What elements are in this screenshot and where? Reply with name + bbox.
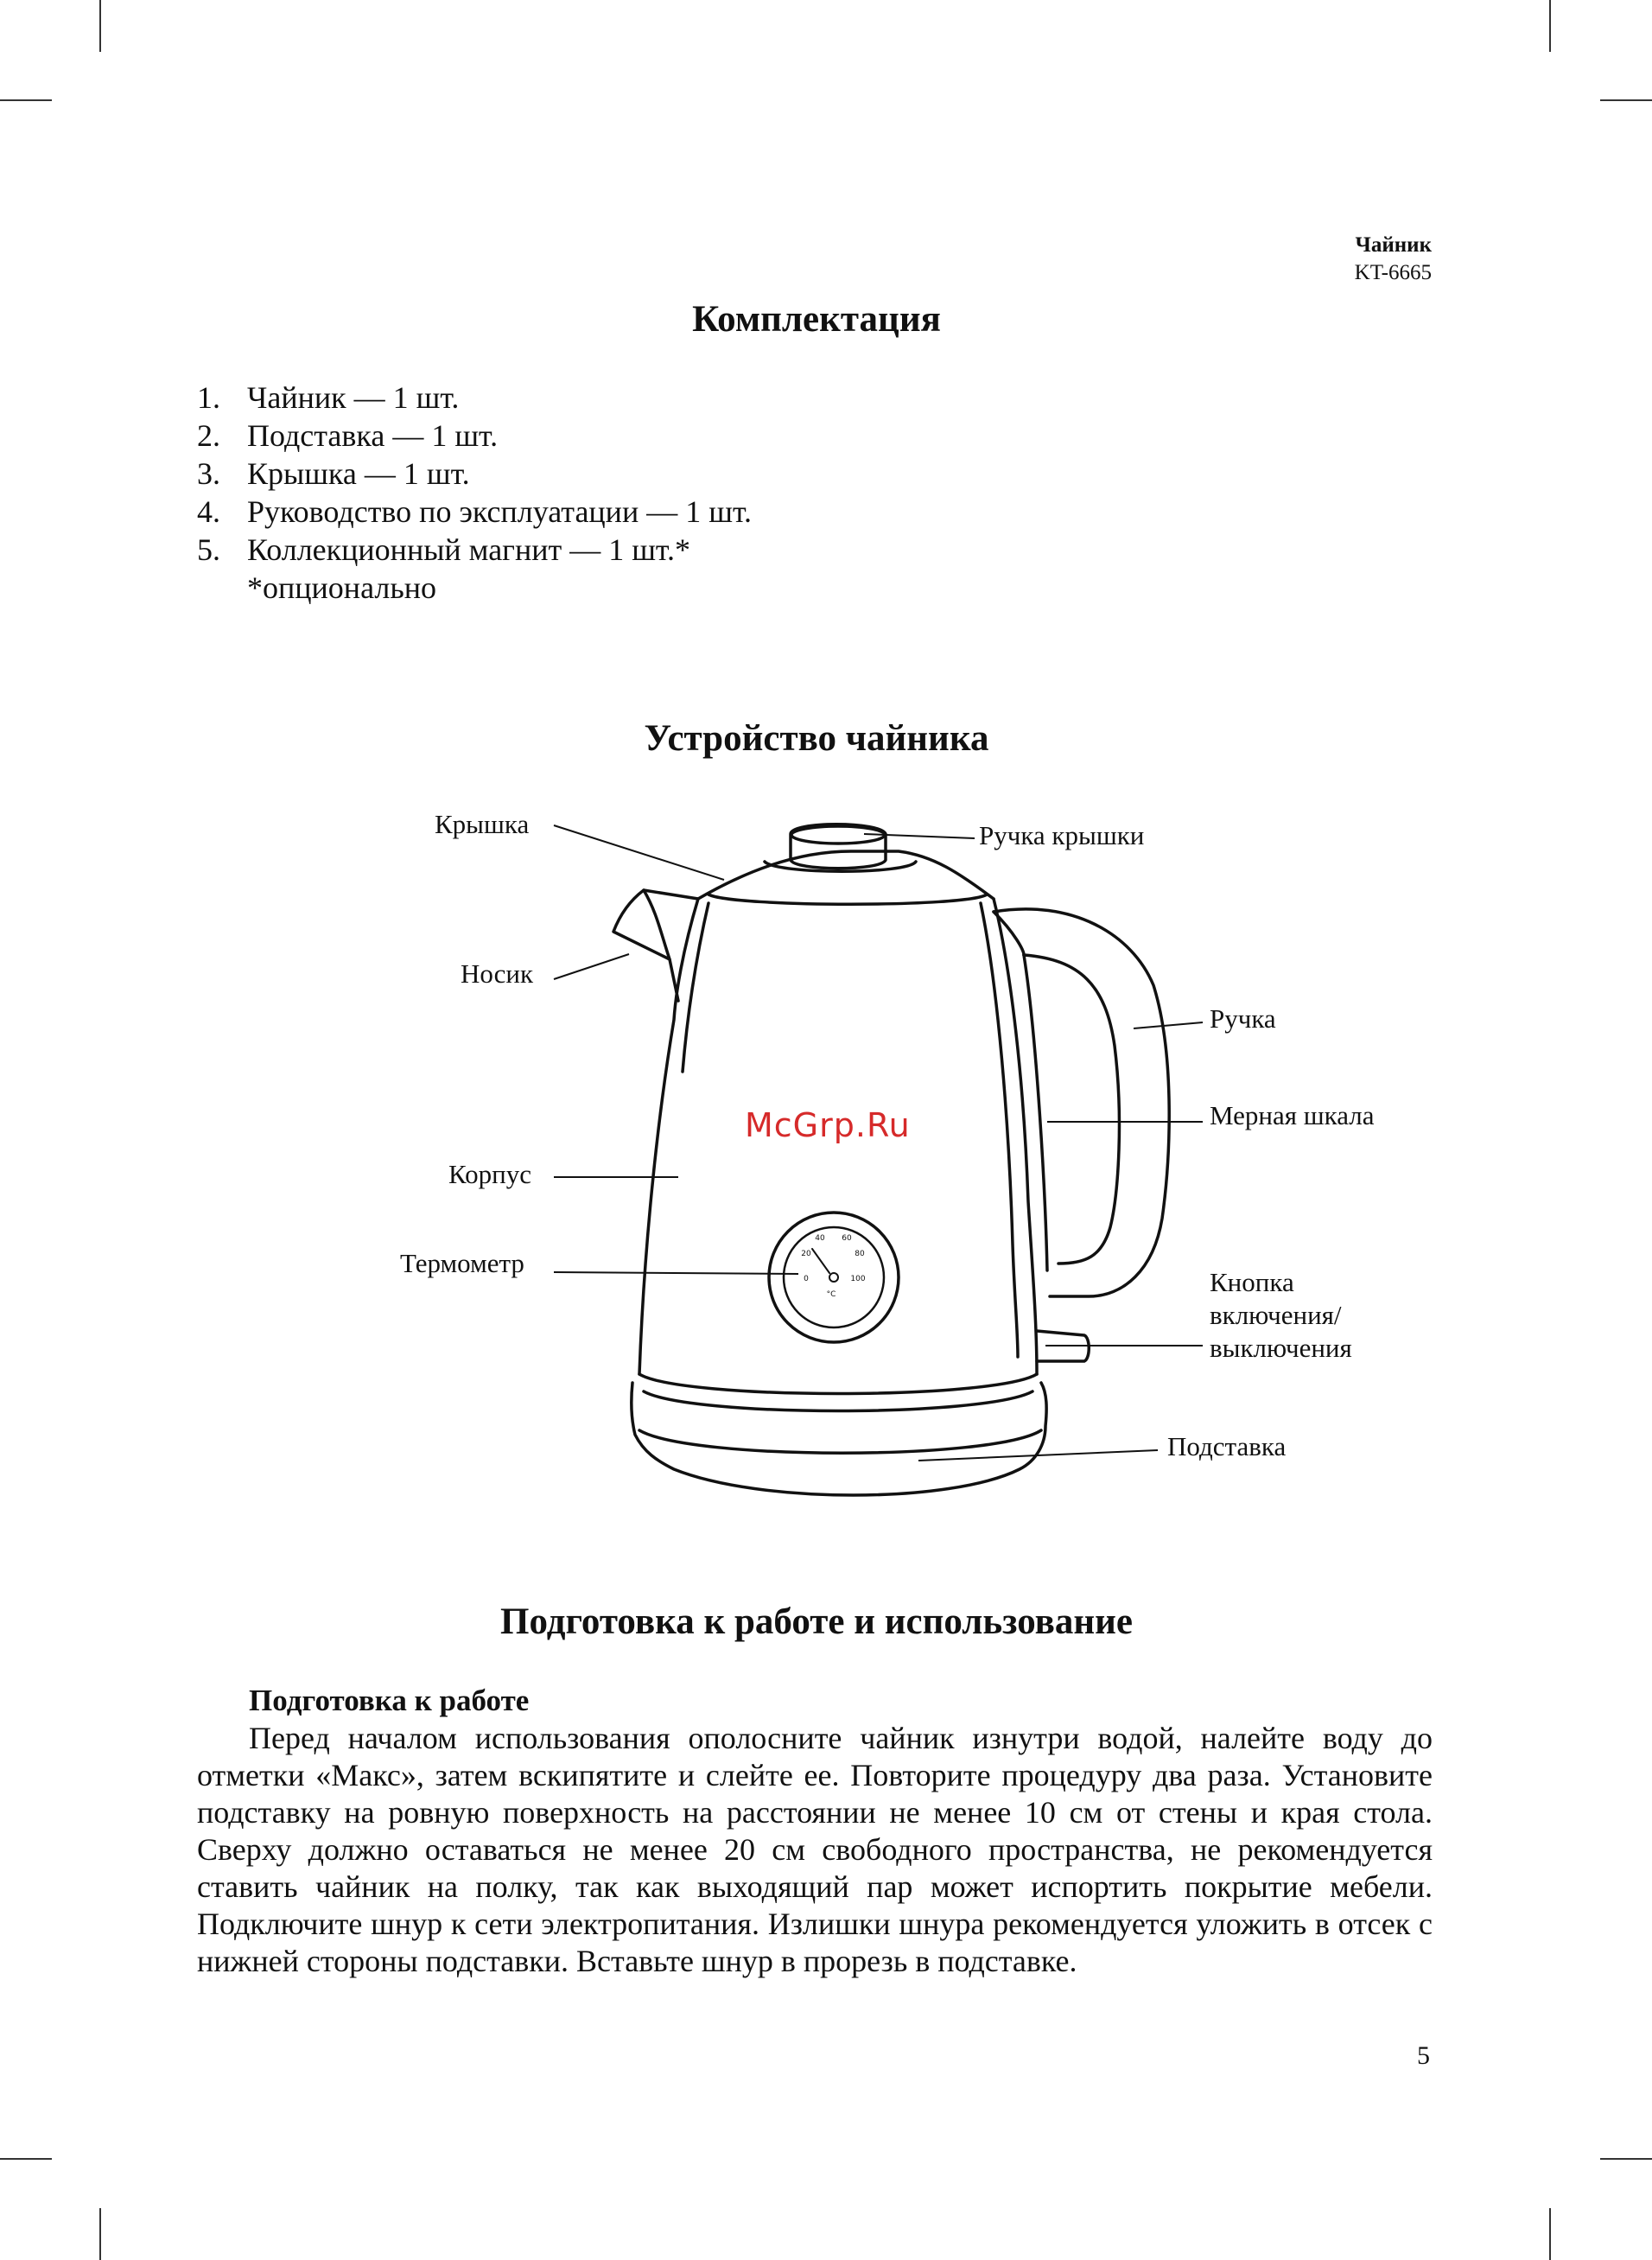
- label-button: [1210, 1266, 1352, 1365]
- list-item-text: Коллекционный магнит — 1 шт.*: [247, 532, 690, 567]
- list-item-number: 2.: [197, 418, 220, 453]
- list-item-text: Подставка — 1 шт.: [247, 418, 499, 453]
- header-model: KT-6665: [1354, 261, 1432, 284]
- list-item-number: 3.: [197, 456, 220, 491]
- dial-tick-60: 60: [842, 1234, 852, 1243]
- label-lid: Крышка: [435, 809, 530, 839]
- thermometer-dial-outer: [769, 1213, 899, 1342]
- dial-tick-20: 20: [801, 1250, 811, 1258]
- watermark: McGrp.Ru: [745, 1106, 911, 1144]
- label-button-line: включения/: [1210, 1300, 1342, 1330]
- device-title: Устройство чайника: [644, 718, 989, 759]
- label-button-line: выключения: [1210, 1333, 1352, 1363]
- page-number: 5: [1417, 2041, 1430, 2070]
- label-scale: Мерная шкала: [1210, 1100, 1375, 1130]
- list-item-text: Крышка — 1 шт.: [247, 456, 470, 491]
- label-spout: Носик: [461, 958, 534, 989]
- base-outline: [632, 1383, 1046, 1495]
- label-lid-handle: Ручка крышки: [979, 820, 1145, 850]
- dial-tick-0: 0: [804, 1275, 809, 1283]
- thermometer-dial-inner: [784, 1227, 884, 1327]
- label-handle: Ручка: [1210, 1003, 1276, 1034]
- dial-unit: °C: [826, 1290, 836, 1299]
- header-product: Чайник: [1355, 233, 1432, 257]
- list-item-text: Чайник — 1 шт.: [247, 380, 460, 415]
- prep-title: Подготовка к работе и использование: [500, 1601, 1133, 1642]
- list-item-number: 4.: [197, 494, 220, 529]
- lid-knob: [791, 824, 886, 869]
- label-thermometer: Термометр: [400, 1248, 524, 1278]
- dial-tick-40: 40: [815, 1234, 825, 1243]
- list-item-number: 5.: [197, 532, 220, 567]
- label-base: Подставка: [1167, 1431, 1287, 1461]
- lid-outline: [698, 851, 994, 899]
- body-left: [639, 899, 698, 1374]
- label-body: Корпус: [448, 1159, 531, 1189]
- prep-paragraph: Перед началом использования ополосните чайник изнутри водой, налейте воду до отметки «Макс», затем вскипятите и слейте ее. Повторите процедуру два раза. Установите подставку на ровную поверхность на расстоянии не менее 10 см от стены и края стола. Сверху должно оставаться не менее 20 см свободного пространства, не рекомендуется ставить чайник на полку, так как выходящий пар может испортить покрытие мебели. Подключите шнур к сети электропитания. Излишки шнура рекомендуется уложить в отсек с нижней стороны подставки. Вставьте шнур в прорезь в подставке.: [197, 1721, 1433, 1978]
- list-item-number: 1.: [197, 380, 220, 415]
- prep-subtitle: Подготовка к работе: [249, 1684, 530, 1717]
- handle-outline: [994, 909, 1169, 1296]
- contents-note: *опционально: [247, 570, 437, 605]
- contents-title: Комплектация: [692, 299, 941, 340]
- dial-tick-80: 80: [855, 1250, 865, 1258]
- label-button-line: Кнопка: [1210, 1267, 1294, 1297]
- list-item-text: Руководство по эксплуатации — 1 шт.: [247, 494, 752, 529]
- dial-tick-100: 100: [850, 1275, 866, 1283]
